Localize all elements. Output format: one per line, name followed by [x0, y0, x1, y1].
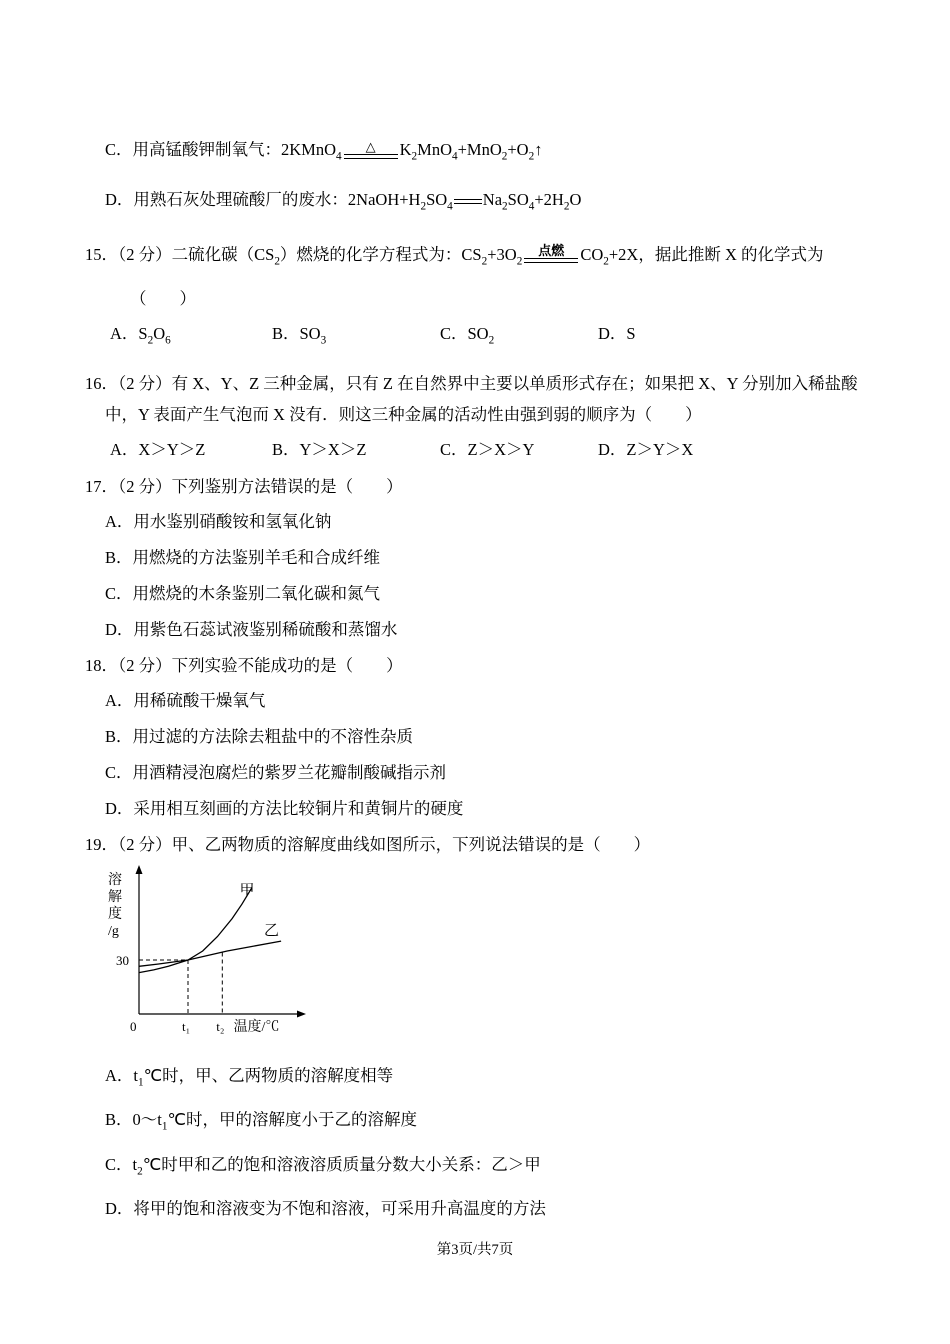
q18-stem: 18．（2 分）下列实验不能成功的是（ ） [85, 656, 403, 676]
svg-text:/g: /g [108, 924, 119, 940]
prev-option-d-pre: D．用熟石灰处理硫酸厂的废水：$2NaOH+H_2SO_4$ [105, 190, 453, 213]
solubility-chart-svg [101, 862, 331, 1054]
q19-option-b: B．$0\sim t_1℃$时，甲的溶解度小于乙的溶解度 [105, 1110, 417, 1133]
prev-option-d-post: $Na_2SO_4+2H_2O$ [482, 190, 582, 213]
equals-double-line [344, 154, 398, 159]
q15-option-a: A．$S_2O_6$ [110, 323, 171, 347]
reaction-arrow-ignite [524, 244, 578, 263]
q16-option-d: D．Z＞Y＞X [598, 440, 694, 460]
svg-text:t₂: t₂ [216, 1019, 225, 1035]
svg-text:0: 0 [130, 1019, 137, 1035]
q15-options [85, 322, 880, 352]
solubility-chart [101, 862, 331, 1054]
equals-double-line [454, 199, 482, 204]
q15-stem [85, 243, 880, 273]
svg-text:30: 30 [116, 953, 129, 969]
svg-text:解: 解 [108, 890, 122, 906]
q16-option-c: C．Z＞X＞Y [440, 440, 535, 460]
q15-stem-cont: （ ） [130, 288, 196, 308]
q17-stem: 17．（2 分）下列鉴别方法错误的是（ ） [85, 477, 403, 497]
reaction-condition: △ [365, 138, 376, 154]
svg-text:度: 度 [108, 907, 122, 923]
q17-option-b: B．用燃烧的方法鉴别羊毛和合成纤维 [105, 548, 381, 568]
q19-option-a: A．$t_1℃$时，甲、乙两物质的溶解度相等 [105, 1066, 394, 1089]
q16-option-b: B．Y＞X＞Z [272, 440, 367, 460]
q15-stem-post: $CO_2+2X$，据此推断 X 的化学式为 [580, 244, 824, 267]
equals-double-line [524, 258, 578, 263]
prev-option-c-pre: C．用高锰酸钾制氧气：2KMnO$_4$ [105, 140, 342, 163]
q17-option-c: C．用燃烧的木条鉴别二氧化碳和氮气 [105, 584, 381, 604]
q18-option-c: C．用酒精浸泡腐烂的紫罗兰花瓣制酸碱指示剂 [105, 763, 447, 783]
svg-text:甲: 甲 [239, 883, 255, 900]
reaction-arrow-delta [344, 140, 398, 159]
q17-option-d: D．用紫色石蕊试液鉴别稀硫酸和蒸馏水 [105, 620, 398, 640]
q17-option-a: A．用水鉴别硝酸铵和氢氧化钠 [105, 512, 332, 532]
reaction-condition: 点燃 [538, 243, 565, 259]
page-footer: 第3页/共7页 [436, 1242, 514, 1258]
q19-option-d: D．将甲的饱和溶液变为不饱和溶液，可采用升高温度的方法 [105, 1199, 546, 1219]
svg-text:乙: 乙 [263, 922, 279, 939]
q18-option-b: B．用过滤的方法除去粗盐中的不溶性杂质 [105, 727, 414, 747]
q18-option-d: D．采用相互刻画的方法比较铜片和黄铜片的硬度 [105, 799, 464, 819]
q16-option-a: A．X＞Y＞Z [110, 440, 206, 460]
q16-options [85, 438, 880, 461]
q18-option-a: A．用稀硫酸干燥氧气 [105, 691, 266, 711]
prev-option-c [85, 138, 880, 168]
svg-text:t₁: t₁ [182, 1019, 191, 1035]
svg-text:温度/℃: 温度/℃ [233, 1020, 280, 1036]
prev-option-c-post: $K_2MnO_4+MnO_2+O_2↑$ [399, 140, 543, 163]
q15-stem-pre: 15．（2 分）二硫化碳$(CS_2)$燃烧的化学方程式为：$CS_2+3O_2$ [85, 244, 523, 267]
svg-text:溶: 溶 [108, 873, 122, 889]
q16-stem-line1: 16．（2 分）有 X、Y、Z 三种金属，只有 Z 在自然界中主要以单质形式存在；如果把 X、Y 分别加入稀盐酸 [85, 374, 858, 394]
q19-stem: 19．（2 分）甲、乙两物质的溶解度曲线如图所示，下列说法错误的是（ ） [85, 835, 651, 855]
q15-option-b: B．$SO_3$ [272, 323, 327, 347]
prev-option-d [85, 188, 880, 218]
q15-option-c: C．$SO_2$ [440, 323, 495, 347]
q15-option-d: D．S [598, 323, 636, 343]
q19-option-c: C．$t_2℃$时甲和乙的饱和溶液溶质质量分数大小关系：乙＞甲 [105, 1154, 541, 1178]
q16-stem-line2: 中，Y 表面产生气泡而 X 没有．则这三种金属的活动性由强到弱的顺序为（ ） [105, 405, 702, 425]
